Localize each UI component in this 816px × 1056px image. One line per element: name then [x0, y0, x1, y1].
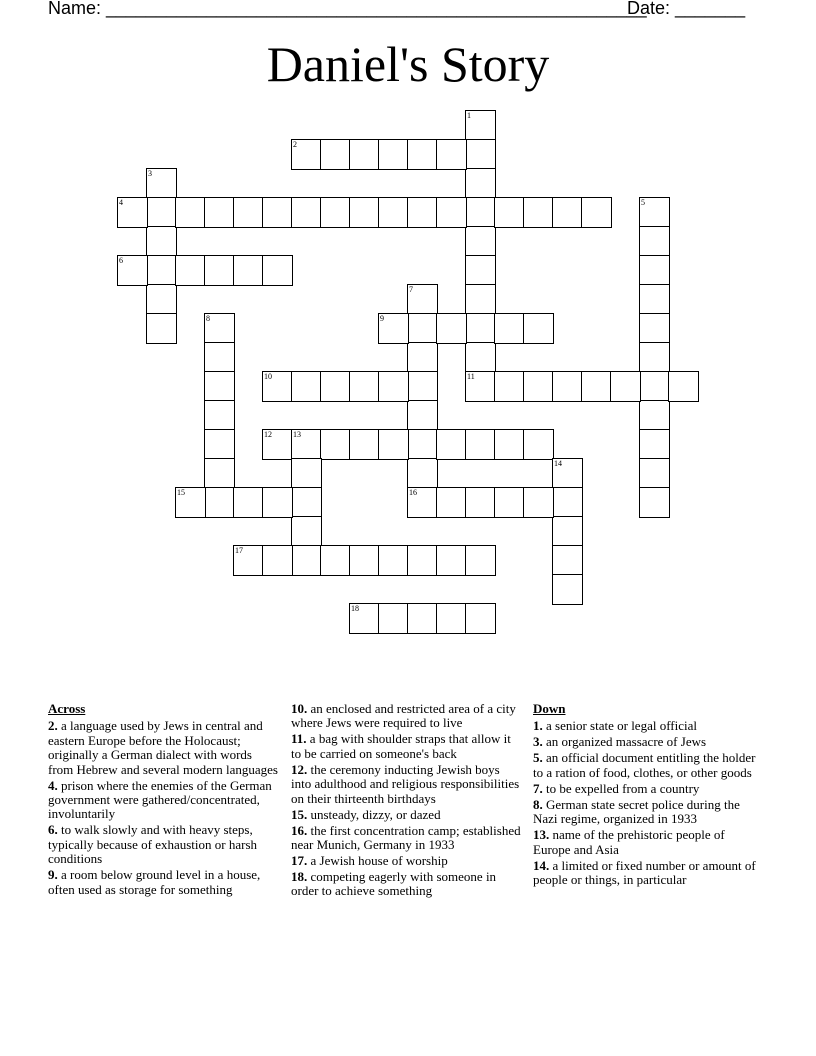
across-heading: Across [48, 701, 86, 716]
crossword-cell[interactable] [175, 197, 206, 228]
crossword-cell[interactable] [407, 458, 438, 489]
clue-number: 7 [409, 285, 413, 294]
crossword-cell[interactable] [552, 197, 583, 228]
crossword-cell[interactable] [407, 545, 438, 576]
crossword-cell[interactable] [262, 429, 293, 460]
crossword-cell[interactable] [436, 487, 467, 518]
crossword-cell[interactable] [523, 371, 554, 402]
clue-text: an organized massacre of Jews [542, 734, 707, 750]
crossword-cell[interactable] [378, 429, 409, 460]
clue-number: 10 [264, 372, 272, 381]
crossword-cell[interactable] [436, 313, 467, 344]
crossword-cell[interactable] [204, 371, 235, 402]
crossword-cell[interactable] [465, 342, 496, 373]
crossword-cell[interactable] [639, 197, 670, 228]
crossword-cell[interactable] [407, 400, 438, 431]
crossword-cell[interactable] [465, 255, 496, 286]
clue-text: the first concentration camp; established near Munich, Germany in 1933 [291, 822, 521, 853]
crossword-cell[interactable] [523, 429, 554, 460]
crossword-cell[interactable] [349, 603, 380, 634]
clue-number: 6 [119, 256, 123, 265]
clues-column-3 [533, 702, 765, 889]
crossword-cell[interactable] [552, 545, 583, 576]
clue-label: 4. [48, 777, 58, 793]
clue-number: 8 [206, 314, 210, 323]
crossword-cell[interactable] [117, 197, 148, 228]
clue-label: 11. [291, 731, 307, 747]
crossword-cell[interactable] [465, 371, 496, 402]
crossword-cell[interactable] [233, 487, 264, 518]
crossword-cell[interactable] [233, 255, 264, 286]
across-clue [48, 779, 280, 822]
crossword-cell[interactable] [639, 284, 670, 315]
crossword-cell[interactable] [146, 168, 177, 199]
clue-number: 5 [641, 198, 645, 207]
crossword-cell[interactable] [291, 458, 322, 489]
crossword-cell[interactable] [320, 197, 351, 228]
crossword-cell[interactable] [465, 110, 496, 141]
crossword-cell[interactable] [262, 255, 293, 286]
clue-number: 4 [119, 198, 123, 207]
clue-text: a limited or fixed number or amount of people or things, in particular [533, 857, 756, 888]
crossword-cell[interactable] [407, 284, 438, 315]
crossword-cell[interactable] [204, 197, 235, 228]
clue-text: unsteady, dizzy, or dazed [307, 806, 441, 822]
crossword-cell[interactable] [291, 139, 322, 170]
crossword-cell[interactable] [320, 429, 351, 460]
crossword-cell[interactable] [552, 371, 583, 402]
crossword-cell[interactable] [146, 313, 177, 344]
clue-label: 5. [533, 750, 543, 766]
crossword-cell[interactable] [320, 371, 351, 402]
crossword-cell[interactable] [407, 371, 438, 402]
crossword-cell[interactable] [175, 487, 206, 518]
across-clue [48, 823, 280, 866]
clue-label: 7. [533, 780, 543, 796]
page-title: Daniel's Story [266, 36, 550, 92]
crossword-cell[interactable] [465, 487, 496, 518]
clues-column-1 [48, 702, 280, 899]
crossword-cell[interactable] [233, 545, 264, 576]
clue-number: 9 [380, 314, 384, 323]
clue-text: a bag with shoulder straps that allow it to be carried on someone's back [291, 731, 511, 761]
crossword-cell[interactable] [465, 197, 496, 228]
crossword-cell[interactable] [436, 545, 467, 576]
crossword-cell[interactable] [262, 545, 293, 576]
clue-label: 6. [48, 822, 58, 838]
across-clue [291, 763, 523, 806]
clue-number: 15 [177, 488, 185, 497]
crossword-cell[interactable] [494, 429, 525, 460]
across-clue [48, 719, 280, 777]
across-clue [291, 824, 523, 853]
crossword-cell[interactable] [552, 487, 583, 518]
down-heading: Down [533, 701, 566, 716]
crossword-cell[interactable] [378, 371, 409, 402]
crossword-cell[interactable] [117, 255, 148, 286]
clue-label: 18. [291, 869, 308, 885]
clue-number: 17 [235, 546, 243, 555]
crossword-cell[interactable] [639, 371, 670, 402]
crossword-cell[interactable] [639, 487, 670, 518]
crossword-cell[interactable] [378, 603, 409, 634]
crossword-cell[interactable] [146, 255, 177, 286]
clue-number: 3 [148, 169, 152, 178]
crossword-cell[interactable] [639, 458, 670, 489]
crossword-cell[interactable] [407, 603, 438, 634]
crossword-cell[interactable] [349, 545, 380, 576]
crossword-cell[interactable] [291, 197, 322, 228]
crossword-cell[interactable] [146, 197, 177, 228]
crossword-cell[interactable] [291, 429, 322, 460]
clue-text: an official document entitling the holder to a ration of food, clothes, or other goods [533, 750, 756, 780]
clue-text: a language used by Jews in central and eastern Europe before the Holocaust; originally a German dialect with words from Hebrew and several modern languages [48, 718, 278, 777]
crossword-cell[interactable] [494, 197, 525, 228]
crossword-cell[interactable] [494, 371, 525, 402]
clues-column-2 [291, 702, 523, 900]
crossword-cell[interactable] [494, 487, 525, 518]
clue-label: 8. [533, 796, 543, 812]
crossword-cell[interactable] [465, 545, 496, 576]
across-clue [291, 808, 523, 822]
crossword-cell[interactable] [407, 487, 438, 518]
clue-label: 9. [48, 867, 58, 883]
crossword-cell[interactable] [378, 545, 409, 576]
crossword-cell[interactable] [436, 197, 467, 228]
clue-number: 1 [467, 111, 471, 120]
crossword-cell[interactable] [262, 487, 293, 518]
clue-label: 15. [291, 806, 308, 822]
clue-label: 2. [48, 718, 58, 734]
crossword-cell[interactable] [552, 574, 583, 605]
crossword-cell[interactable] [494, 313, 525, 344]
clue-text: German state secret police during the Nazi regime, organized in 1933 [533, 796, 740, 827]
clue-text: the ceremony inducting Jewish boys into adulthood and religious responsibilities on their thirteenth birthdays [291, 761, 520, 806]
across-clue [291, 854, 523, 868]
clue-label: 3. [533, 734, 543, 750]
clue-label: 1. [533, 718, 543, 734]
crossword-cell[interactable] [552, 516, 583, 547]
clue-text: prison where the enemies of the German government were gathered/concentrated, involuntarily [48, 777, 272, 822]
crossword-cell[interactable] [465, 226, 496, 257]
clue-number: 13 [293, 430, 301, 439]
crossword-cell[interactable] [668, 371, 699, 402]
clue-number: 18 [351, 604, 359, 613]
across-clue [291, 702, 523, 731]
clue-label: 16. [291, 822, 308, 838]
crossword-cell[interactable] [639, 400, 670, 431]
clue-text: a senior state or legal official [542, 718, 698, 734]
name-field-label: Name: ______________________________________________________ [48, 0, 647, 18]
crossword-cell[interactable] [639, 429, 670, 460]
crossword-cell[interactable] [204, 342, 235, 373]
crossword-cell[interactable] [523, 197, 554, 228]
clue-text: to be expelled from a country [542, 780, 700, 796]
crossword-cell[interactable] [407, 342, 438, 373]
crossword-cell[interactable] [262, 371, 293, 402]
clue-label: 12. [291, 761, 308, 777]
crossword-cell[interactable] [204, 458, 235, 489]
down-clue [533, 751, 765, 780]
crossword-cell[interactable] [291, 487, 322, 518]
crossword-cell[interactable] [465, 603, 496, 634]
crossword-cell[interactable] [291, 545, 322, 576]
crossword-cell[interactable] [639, 313, 670, 344]
crossword-cell[interactable] [378, 313, 409, 344]
crossword-cell[interactable] [581, 197, 612, 228]
clue-text: a Jewish house of worship [307, 853, 448, 869]
crossword-cell[interactable] [465, 429, 496, 460]
clue-number: 14 [554, 459, 562, 468]
crossword-cell[interactable] [146, 226, 177, 257]
date-field-label: Date: _______ [627, 0, 746, 18]
crossword-cell[interactable] [465, 284, 496, 315]
crossword-cell[interactable] [407, 139, 438, 170]
crossword-cell[interactable] [378, 197, 409, 228]
down-clue [533, 859, 765, 888]
crossword-cell[interactable] [349, 429, 380, 460]
clue-number: 2 [293, 140, 297, 149]
down-clue [533, 782, 765, 796]
crossword-cell[interactable] [407, 429, 438, 460]
across-clue [291, 732, 523, 761]
crossword-cell[interactable] [204, 313, 235, 344]
crossword-cell[interactable] [320, 545, 351, 576]
crossword-cell[interactable] [552, 458, 583, 489]
down-clue [533, 735, 765, 749]
crossword-cell[interactable] [204, 487, 235, 518]
clue-text: competing eagerly with someone in order to achieve something [291, 869, 497, 899]
crossword-cell[interactable] [233, 197, 264, 228]
crossword-cell[interactable] [436, 139, 467, 170]
crossword-cell[interactable] [262, 197, 293, 228]
clue-text: to walk slowly and with heavy steps, typically because of exhaustion or harsh conditions [48, 822, 258, 867]
crossword-cell[interactable] [175, 255, 206, 286]
crossword-cell[interactable] [436, 603, 467, 634]
clue-text: an enclosed and restricted area of a city where Jews were required to live [291, 701, 516, 731]
crossword-cell[interactable] [349, 371, 380, 402]
crossword-cell[interactable] [465, 313, 496, 344]
down-clue [533, 719, 765, 733]
clue-label: 10. [291, 701, 308, 716]
crossword-cell[interactable] [407, 313, 438, 344]
crossword-cell[interactable] [436, 429, 467, 460]
crossword-cell[interactable] [581, 371, 612, 402]
across-clue [48, 868, 280, 897]
crossword-cell[interactable] [639, 226, 670, 257]
crossword-cell[interactable] [639, 342, 670, 373]
crossword-cell[interactable] [378, 139, 409, 170]
crossword-cell[interactable] [639, 255, 670, 286]
clue-number: 12 [264, 430, 272, 439]
crossword-cell[interactable] [523, 313, 554, 344]
crossword-cell[interactable] [465, 168, 496, 199]
crossword-cell[interactable] [204, 255, 235, 286]
clue-text: a room below ground level in a house, often used as storage for something [48, 867, 261, 897]
down-clue [533, 798, 765, 827]
crossword-cell[interactable] [349, 197, 380, 228]
across-clue [291, 870, 523, 899]
crossword-cell[interactable] [291, 516, 322, 547]
clue-number: 11 [467, 372, 475, 381]
down-clue [533, 828, 765, 857]
clue-text: name of the prehistoric people of Europe and Asia [533, 827, 725, 857]
clue-label: 17. [291, 853, 308, 869]
crossword-cell[interactable] [146, 284, 177, 315]
clue-label: 13. [533, 827, 550, 843]
crossword-cell[interactable] [204, 400, 235, 431]
crossword-cell[interactable] [320, 139, 351, 170]
clue-number: 16 [409, 488, 417, 497]
crossword-cell[interactable] [610, 371, 641, 402]
crossword-cell[interactable] [523, 487, 554, 518]
crossword-cell[interactable] [291, 371, 322, 402]
crossword-cell[interactable] [204, 429, 235, 460]
crossword-cell[interactable] [349, 139, 380, 170]
crossword-cell[interactable] [465, 139, 496, 170]
clue-label: 14. [533, 857, 550, 873]
crossword-cell[interactable] [407, 197, 438, 228]
